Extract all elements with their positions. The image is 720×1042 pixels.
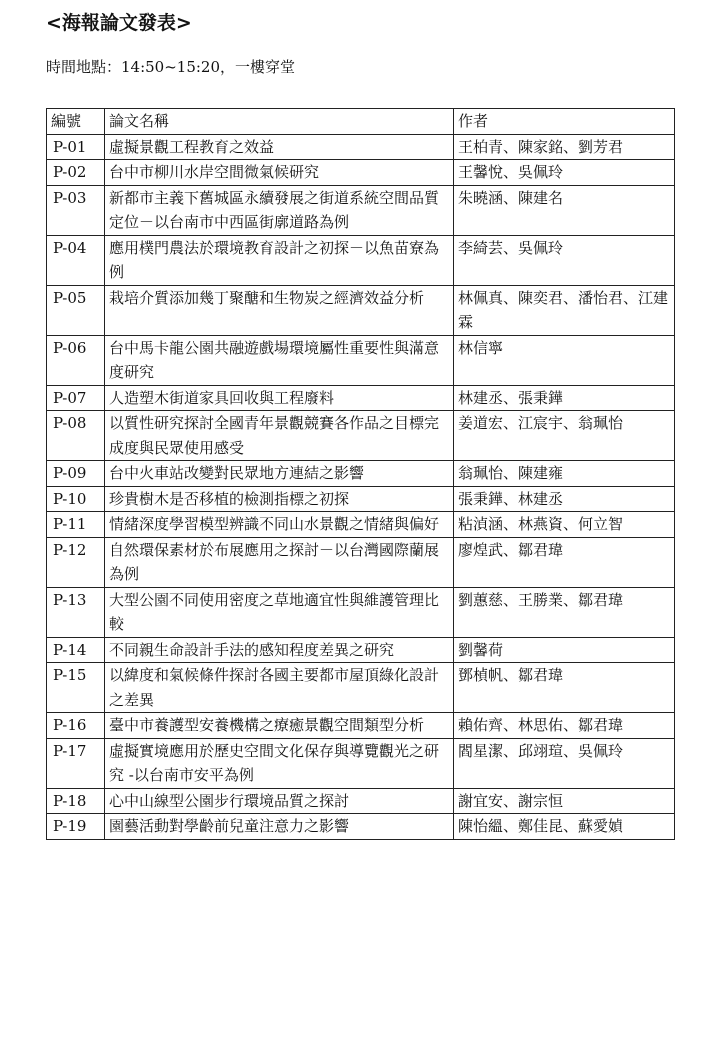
paper-authors-cell: 林佩真、陳奕君、潘怡君、江建霖 xyxy=(454,285,675,335)
table-row xyxy=(47,814,675,840)
paper-title-cell: 心中山線型公園步行環境品質之探討 xyxy=(105,788,454,814)
table-row xyxy=(47,512,675,538)
paper-title-cell: 台中馬卡龍公園共融遊戲場環境屬性重要性與滿意度研究 xyxy=(105,335,454,385)
paper-authors-cell: 姜道宏、江宸宇、翁珮怡 xyxy=(454,411,675,461)
paper-title-cell: 虛擬景觀工程教育之效益 xyxy=(105,134,454,160)
section-heading: <海報論文發表> xyxy=(46,12,192,34)
paper-title-cell: 珍貴樹木是否移植的檢測指標之初探 xyxy=(105,486,454,512)
paper-id-cell: P-01 xyxy=(47,134,105,160)
paper-title-cell: 台中市柳川水岸空間微氣候研究 xyxy=(105,160,454,186)
paper-id-cell: P-12 xyxy=(47,537,105,587)
paper-id-cell: P-04 xyxy=(47,235,105,285)
table-row xyxy=(47,537,675,587)
paper-title-cell: 栽培介質添加幾丁聚醣和生物炭之經濟效益分析 xyxy=(105,285,454,335)
paper-authors-cell: 劉馨荷 xyxy=(454,637,675,663)
paper-id-cell: P-16 xyxy=(47,713,105,739)
table-row xyxy=(47,637,675,663)
table-row xyxy=(47,285,675,335)
paper-title-cell: 以緯度和氣候條件探討各國主要都市屋頂綠化設計之差異 xyxy=(105,663,454,713)
poster-papers-table xyxy=(46,108,675,840)
paper-title-cell: 以質性研究探討全國青年景觀競賽各作品之目標完成度與民眾使用感受 xyxy=(105,411,454,461)
paper-authors-cell: 粘湞涵、林燕資、何立智 xyxy=(454,512,675,538)
paper-authors-cell: 陳怡縕、鄭佳昆、蘇愛媜 xyxy=(454,814,675,840)
paper-title-cell: 不同親生命設計手法的感知程度差異之研究 xyxy=(105,637,454,663)
paper-authors-cell: 林信寧 xyxy=(454,335,675,385)
table-row xyxy=(47,134,675,160)
table-row xyxy=(47,335,675,385)
paper-id-cell: P-03 xyxy=(47,185,105,235)
paper-title-cell: 虛擬實境應用於歷史空間文化保存與導覽觀光之研究 -以台南市安平為例 xyxy=(105,738,454,788)
paper-id-cell: P-08 xyxy=(47,411,105,461)
paper-id-cell: P-18 xyxy=(47,788,105,814)
paper-authors-cell: 廖煌武、鄒君瑋 xyxy=(454,537,675,587)
paper-title-cell: 情緒深度學習模型辨識不同山水景觀之情緒與偏好 xyxy=(105,512,454,538)
paper-id-cell: P-06 xyxy=(47,335,105,385)
table-row xyxy=(47,185,675,235)
paper-title-cell: 園藝活動對學齡前兒童注意力之影響 xyxy=(105,814,454,840)
table-row xyxy=(47,713,675,739)
session-time-location: 時間地點：14:50~15:20，一樓穿堂 xyxy=(46,58,296,76)
paper-authors-cell: 張秉鏵、林建丞 xyxy=(454,486,675,512)
header-id: 編號 xyxy=(47,109,105,135)
paper-id-cell: P-15 xyxy=(47,663,105,713)
table-row xyxy=(47,160,675,186)
paper-id-cell: P-17 xyxy=(47,738,105,788)
paper-title-cell: 人造塑木街道家具回收與工程廢料 xyxy=(105,385,454,411)
paper-authors-cell: 王馨悅、吳佩玲 xyxy=(454,160,675,186)
table-row xyxy=(47,235,675,285)
table-row xyxy=(47,663,675,713)
table-body xyxy=(47,134,675,839)
table-row xyxy=(47,461,675,487)
paper-title-cell: 自然環保素材於布展應用之探討－以台灣國際蘭展為例 xyxy=(105,537,454,587)
header-authors: 作者 xyxy=(454,109,675,135)
paper-title-cell: 台中火車站改變對民眾地方連結之影響 xyxy=(105,461,454,487)
header-title: 論文名稱 xyxy=(105,109,454,135)
paper-title-cell: 臺中市養護型安養機構之療癒景觀空間類型分析 xyxy=(105,713,454,739)
paper-id-cell: P-09 xyxy=(47,461,105,487)
table-header-row xyxy=(47,109,675,135)
paper-authors-cell: 賴佑齊、林思佑、鄒君瑋 xyxy=(454,713,675,739)
paper-id-cell: P-13 xyxy=(47,587,105,637)
paper-id-cell: P-10 xyxy=(47,486,105,512)
paper-title-cell: 應用樸門農法於環境教育設計之初探－以魚苗寮為例 xyxy=(105,235,454,285)
table-row xyxy=(47,788,675,814)
paper-authors-cell: 朱曉涵、陳建名 xyxy=(454,185,675,235)
paper-id-cell: P-14 xyxy=(47,637,105,663)
paper-authors-cell: 鄧楨帆、鄒君瑋 xyxy=(454,663,675,713)
table-row xyxy=(47,587,675,637)
paper-authors-cell: 劉蕙慈、王勝業、鄒君瑋 xyxy=(454,587,675,637)
paper-title-cell: 新都市主義下舊城區永續發展之街道系統空間品質定位－以台南市中西區街廓道路為例 xyxy=(105,185,454,235)
paper-title-cell: 大型公園不同使用密度之草地適宜性與維護管理比較 xyxy=(105,587,454,637)
paper-id-cell: P-05 xyxy=(47,285,105,335)
paper-id-cell: P-02 xyxy=(47,160,105,186)
paper-id-cell: P-07 xyxy=(47,385,105,411)
paper-authors-cell: 翁珮怡、陳建雍 xyxy=(454,461,675,487)
paper-id-cell: P-19 xyxy=(47,814,105,840)
paper-authors-cell: 謝宜安、謝宗恒 xyxy=(454,788,675,814)
paper-authors-cell: 王柏青、陳家銘、劉芳君 xyxy=(454,134,675,160)
paper-authors-cell: 李綺芸、吳佩玲 xyxy=(454,235,675,285)
paper-id-cell: P-11 xyxy=(47,512,105,538)
paper-authors-cell: 閻星潔、邱翊瑄、吳佩玲 xyxy=(454,738,675,788)
table-row xyxy=(47,385,675,411)
table-row xyxy=(47,411,675,461)
table-row xyxy=(47,738,675,788)
table-row xyxy=(47,486,675,512)
paper-authors-cell: 林建丞、張秉鏵 xyxy=(454,385,675,411)
